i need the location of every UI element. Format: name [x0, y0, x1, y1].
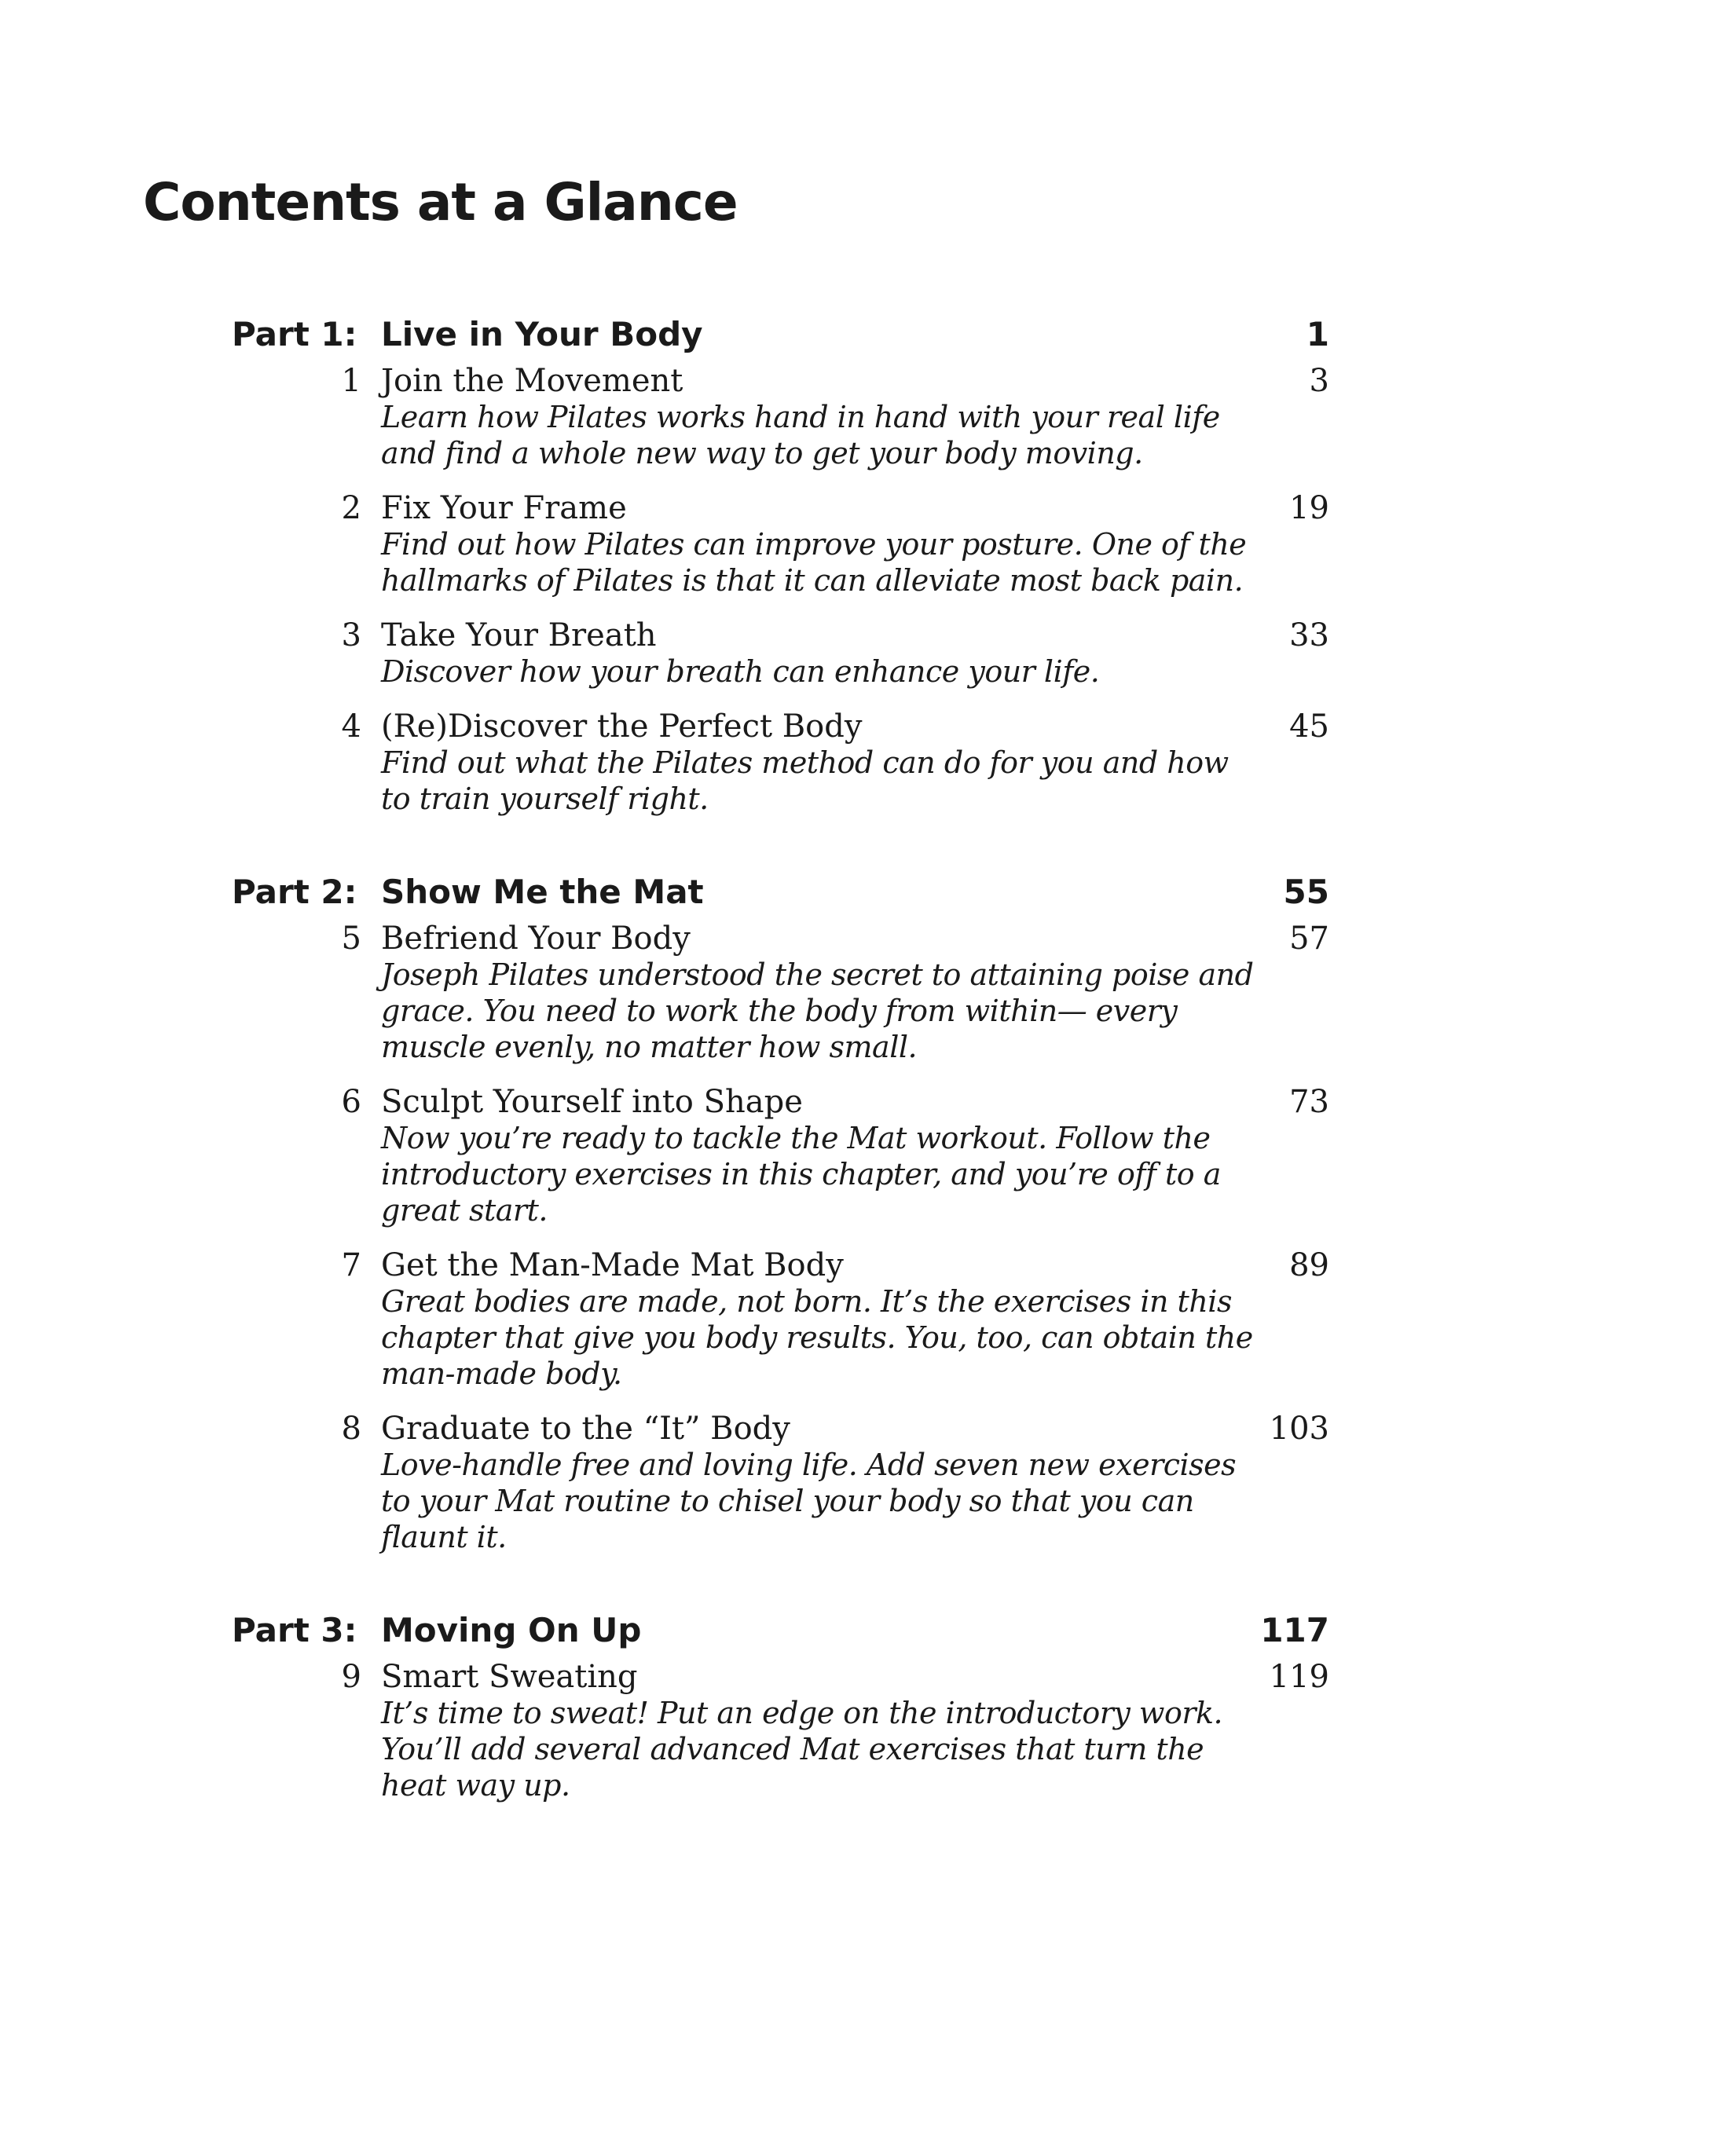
page-title: Contents at a Glance [143, 172, 738, 232]
chapter-page-number: 73 [1289, 1084, 1329, 1120]
chapter-description: Find out what the Pilates method can do for you and how to train yourself right. [381, 745, 1229, 816]
chapter-page-number: 33 [1289, 617, 1329, 653]
chapter-number: 2 [341, 490, 361, 526]
chapter-title: Graduate to the “It” Body [381, 1411, 790, 1447]
chapter-title: Sculpt Yourself into Shape [381, 1084, 803, 1120]
chapter-page-number: 45 [1289, 708, 1329, 745]
chapter-page-number: 57 [1289, 921, 1329, 957]
part-title: Live in Your Body [381, 315, 703, 353]
chapter-number: 5 [341, 921, 361, 957]
chapter-description: Now you’re ready to tackle the Mat workout. Follow the introductory exercises in this chapter, and you’re off to a great start. [381, 1121, 1221, 1228]
chapter-number: 8 [341, 1411, 361, 1447]
chapter-title: Fix Your Frame [381, 490, 627, 526]
part-page-number: 1 [1306, 315, 1329, 353]
chapter-number: 4 [341, 708, 361, 745]
chapter-page-number: 3 [1309, 363, 1329, 399]
chapter-description: Find out how Pilates can improve your posture. One of the hallmarks of Pilates is that it can alleviate most back pain. [381, 527, 1247, 598]
part-label: Part 2: [232, 873, 357, 911]
chapter-entry [0, 1084, 1726, 1228]
part-page-number: 117 [1260, 1611, 1329, 1649]
chapter-entry [0, 921, 1726, 1065]
part-title: Moving On Up [381, 1611, 642, 1649]
chapter-number: 7 [341, 1247, 361, 1283]
chapter-description: Joseph Pilates understood the secret to attaining poise and grace. You need to work the body from within— every muscle evenly, no matter how small. [381, 957, 1254, 1064]
chapter-entry [0, 363, 1726, 471]
chapter-description: It’s time to sweat! Put an edge on the introductory work. You’ll add several advanced Mat exercises that turn the heat way up. [381, 1696, 1223, 1803]
chapter-page-number: 19 [1289, 490, 1329, 526]
chapter-title: Take Your Breath [381, 617, 657, 653]
part-title: Show Me the Mat [381, 873, 704, 911]
chapter-title: Join the Movement [381, 363, 683, 399]
part-label: Part 1: [232, 315, 357, 353]
chapter-title: (Re)Discover the Perfect Body [381, 708, 863, 745]
chapter-title: Befriend Your Body [381, 921, 691, 957]
chapter-description: Learn how Pilates works hand in hand with your real life and find a whole new way to get your body moving. [381, 400, 1220, 470]
part-page-number: 55 [1283, 873, 1329, 911]
chapter-entry [0, 1411, 1726, 1555]
chapter-page-number: 103 [1269, 1411, 1329, 1447]
chapter-number: 1 [341, 363, 361, 399]
part-heading [0, 306, 1726, 363]
table-of-contents [0, 306, 1726, 1822]
chapter-number: 6 [341, 1084, 361, 1120]
chapter-number: 9 [341, 1659, 361, 1695]
chapter-entry [0, 708, 1726, 817]
chapter-description: Discover how your breath can enhance your life. [381, 654, 1100, 689]
chapter-entry [0, 490, 1726, 598]
chapter-entry [0, 617, 1726, 690]
part-label: Part 3: [232, 1611, 357, 1649]
chapter-entry [0, 1659, 1726, 1803]
chapter-description: Great bodies are made, not born. It’s the exercises in this chapter that give you body results. You, too, can obtain the man-made body. [381, 1284, 1253, 1391]
chapter-number: 3 [341, 617, 361, 653]
part-heading [0, 864, 1726, 921]
chapter-page-number: 119 [1269, 1659, 1329, 1695]
chapter-title: Get the Man-Made Mat Body [381, 1247, 844, 1283]
chapter-title: Smart Sweating [381, 1659, 638, 1695]
chapter-page-number: 89 [1289, 1247, 1329, 1283]
chapter-entry [0, 1247, 1726, 1392]
part-heading [0, 1602, 1726, 1659]
chapter-description: Love-handle free and loving life. Add seven new exercises to your Mat routine to chisel your body so that you can flaunt it. [381, 1448, 1237, 1554]
